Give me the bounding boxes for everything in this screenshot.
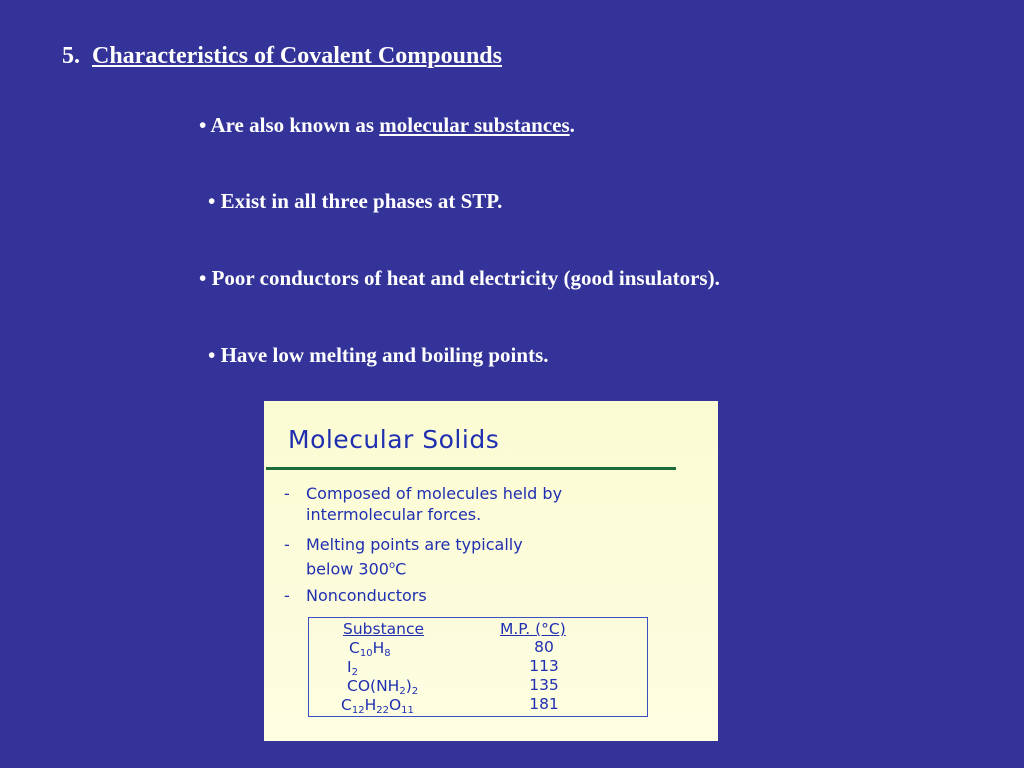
bullet-1-suffix: . bbox=[569, 113, 575, 137]
panel-title: Molecular Solids bbox=[288, 425, 500, 454]
table-cell-mp: 113 bbox=[529, 657, 559, 675]
molecular-solids-image bbox=[264, 401, 718, 741]
melting-point-table bbox=[308, 617, 648, 717]
panel-bullet-dash: - bbox=[284, 586, 290, 605]
table-header-mp: M.P. (°C) bbox=[500, 620, 566, 638]
bullet-1-underlined: molecular substances bbox=[379, 113, 570, 137]
table-cell-formula: $C_{12}H_{22}O_{11}$ bbox=[341, 696, 414, 716]
table-cell-formula: $C_{10}H_8$ bbox=[349, 639, 391, 659]
panel-divider bbox=[266, 467, 676, 470]
panel-bullet-2-line1: Melting points are typically bbox=[306, 535, 523, 554]
panel-bullet-melting bbox=[284, 534, 523, 579]
bullet-three-phases: • Exist in all three phases at STP. bbox=[208, 189, 503, 213]
panel-bullet-2-line2: below 300$^o$C bbox=[306, 559, 407, 579]
bullet-low-melting: • Have low melting and boiling points. bbox=[208, 343, 549, 367]
panel-bullet-nonconductors bbox=[284, 585, 427, 606]
panel-bullet-dash: - bbox=[284, 484, 290, 503]
table-cell-formula: $CO(NH_2)_2$ bbox=[347, 677, 419, 697]
panel-bullet-composed bbox=[284, 483, 562, 525]
bullet-1-prefix: • Are also known as bbox=[199, 113, 380, 137]
heading-title: Characteristics of Covalent Compounds bbox=[92, 43, 502, 69]
heading-number: 5. bbox=[62, 43, 80, 69]
table-cell-formula: $I_2$ bbox=[347, 658, 358, 678]
table-cell-mp: 80 bbox=[534, 638, 554, 656]
panel-bullet-1-line2: intermolecular forces. bbox=[306, 505, 482, 524]
table-cell-mp: 181 bbox=[529, 695, 559, 713]
bullet-poor-conductors: • Poor conductors of heat and electricity (good insulators). bbox=[199, 266, 720, 290]
table-cell-mp: 135 bbox=[529, 676, 559, 694]
slide-heading bbox=[62, 43, 502, 70]
table-header-substance: Substance bbox=[343, 620, 425, 638]
bullet-molecular-substances bbox=[199, 113, 575, 138]
panel-bullet-dash: - bbox=[284, 535, 290, 554]
panel-bullet-1-line1: Composed of molecules held by bbox=[306, 484, 563, 503]
panel-bullet-3-line1: Nonconductors bbox=[306, 586, 427, 605]
